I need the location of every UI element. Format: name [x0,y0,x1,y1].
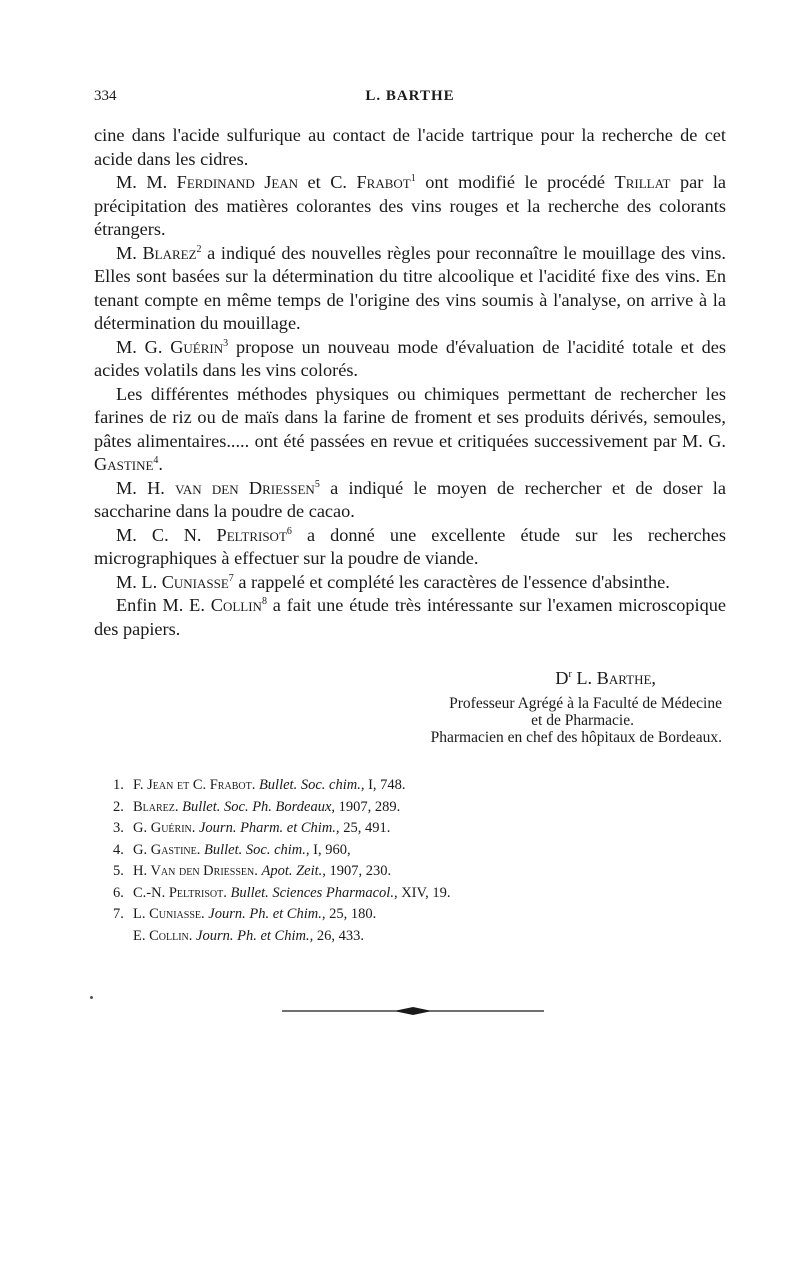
paragraph: M. C. N. Peltrisot$^6$ a donné une excellente étude sur les recherches micrographiques à effectuer sur la poudre de viande. [94,524,726,568]
author-name: Guérin [170,336,224,357]
footnotes [113,775,450,947]
author-name: van den Driessen [175,477,315,498]
running-head: L. BARTHE [365,88,455,104]
footnote: 3. G. Guérin. Journ. Pharm. et Chim., 25, 491. [113,820,391,836]
author-name: Trillat [614,172,671,192]
footnote-ref: 7 [228,572,234,584]
footnote-ref: 2 [196,243,202,255]
signature-title: Professeur Agrégé à la Faculté de Médecine et de Pharmacie. Pharmacien en chef des hôpitaux de Bordeaux. [430,695,722,746]
footnote-ref: 8 [261,595,267,607]
footnote: 4. G. Gastine. Bullet. Soc. chim., I, 960, [113,841,351,858]
paragraph: M. G. Guérin$^3$ propose un nouveau mode d'évaluation de l'acidité totale et des acides volatils dans les vins colorés. [94,336,726,380]
footnote-ref: 1 [410,172,416,184]
paragraph: Les différentes méthodes physiques ou chimiques permettant de rechercher les farines de riz ou de maïs dans la farine de froment et ses produits dérivés, semoules, pâtes alimentaires..... ont été passées en revue et critiquées successivement par M. G. Gastine$^4$. [94,383,726,474]
paragraph: M. Blarez$^2$ a indiqué des nouvelles règles pour reconnaître le mouillage des vins. Elles sont basées sur la détermination du titre alcoolique et l'acidité fixe des vins. En tenant compte en même temps de l'origine des vins soumis à l'analyse, on arrive à la détermination du mouillage. [94,242,726,333]
paragraph: M. L. Cuniasse$^7$ a rappelé et complété les caractères de l'essence d'absinthe. [116,571,670,592]
page-number: 334 [94,88,117,104]
footnote-ref: 5 [314,478,320,490]
footnote: 5. H. Van den Driessen. Apot. Zeit., 1907, 230. [113,863,392,879]
print-speck [90,996,93,999]
author-name: Cuniasse [161,571,229,592]
footnote: 7. L. Cuniasse. Journ. Ph. et Chim., 25, 180. [113,906,377,922]
paragraph: M. M. Ferdinand Jean et C. Frabot$^1$ ont modifié le procédé Trillat par la précipitation des matières colorantes des vins rouges et la recherche des colorants étrangers. [94,172,727,239]
author-name: Ferdinand Jean [176,172,299,192]
author-name: Gastine [94,454,154,474]
ornament-divider [282,1001,544,1021]
footnote: E. Collin. Journ. Ph. et Chim., 26, 433. [133,927,364,944]
author-name: Frabot [356,172,411,192]
author-name: Collin [210,595,262,615]
author-name: Peltrisot [216,524,287,545]
author-name: Blarez [142,242,197,263]
signature-name: $D^r$ L. Barthe, [555,668,656,688]
signature-block [94,668,726,746]
page-header [94,88,726,112]
footnote-ref: 4 [153,454,159,466]
article-body [94,124,726,641]
footnote: 6. C.-N. Peltrisot. Bullet. Sciences Pharmacol., XIV, 19. [113,884,451,901]
footnote-ref: 6 [286,525,292,537]
paragraph: Enfin M. E. Collin$^8$ a fait une étude très intéressante sur l'examen microscopique des papiers. [94,595,727,639]
footnote-ref: 3 [223,337,229,349]
footnote: 1. F. Jean et C. Frabot. Bullet. Soc. chim., I, 748. [113,777,406,793]
footnote: 2. Blarez. Bullet. Soc. Ph. Bordeaux, 1907, 289. [113,798,401,815]
paragraph: M. H. van den Driessen$^5$ a indiqué le moyen de rechercher et de doser la saccharine dans la poudre de cacao. [94,477,726,521]
paragraph: cine dans l'acide sulfurique au contact de l'acide tartrique pour la recherche de cet acide dans les cidres. [94,125,726,169]
